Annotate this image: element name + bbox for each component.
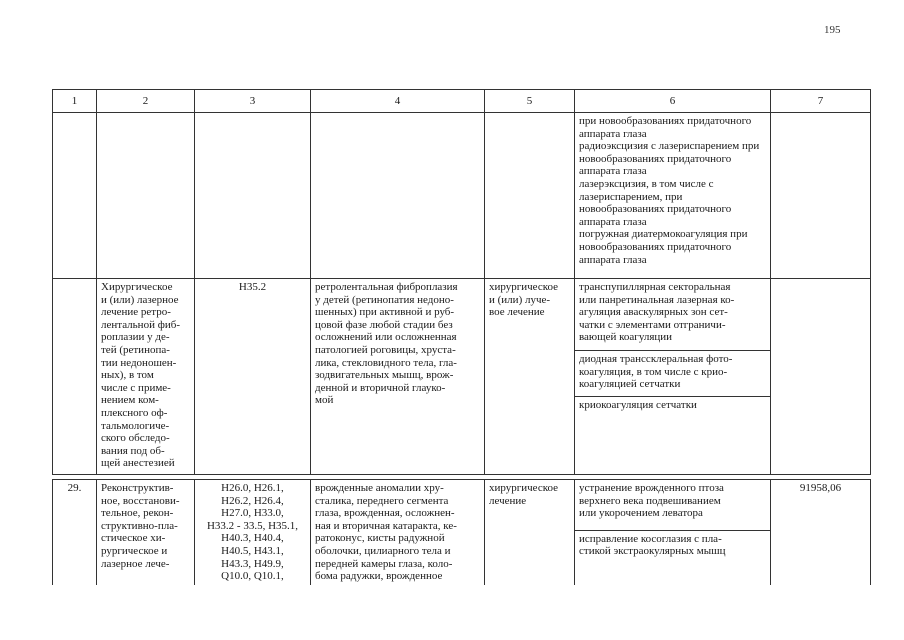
table-row-29 <box>53 480 871 531</box>
cell-name <box>97 113 195 279</box>
cell-number <box>53 113 97 279</box>
cell-number: 29. <box>53 480 97 585</box>
table-row-continuation <box>53 113 871 279</box>
cell-method: устранение врожденного птоза верхнего века подвешиванием или укорочением леватора <box>575 480 771 531</box>
cell-model: врожденные аномалии хру- сталика, переднего сегмента глаза, врожденная, осложнен- ная и вторичная катаракта, ке- ратоконус, кисты радужной оболочки, цилиарного тела и передней камеры глаза, коло- бома радужки, врожденное <box>311 480 485 585</box>
column-number-3: 3 <box>195 90 311 113</box>
cell-model: ретролентальная фиброплазия у детей (ретинопатия недоно- шенных) при активной и руб- цовой фазе любой стадии без осложнений или осложненная патологией роговицы, хруста- лика, стекловидного тела, гла- зодвигательных мышц, врож- денной и вторичной глауко- мой <box>311 279 485 475</box>
column-number-6: 6 <box>575 90 771 113</box>
column-number-2: 2 <box>97 90 195 113</box>
cell-model <box>311 113 485 279</box>
cell-method: исправление косоглазия с пла- стикой экстраокулярных мышц <box>575 530 771 585</box>
cell-method: диодная транссклеральная фото- коагуляция, в том числе с крио- коагуляцией сетчатки <box>575 351 771 397</box>
cell-cost <box>771 279 871 475</box>
cell-method: криокоагуляция сетчатки <box>575 397 771 475</box>
cell-cost <box>771 113 871 279</box>
cell-codes: H26.0, H26.1, H26.2, H26.4, H27.0, H33.0, H33.2 - 33.5, H35.1, H40.3, H40.4, H40.5, H43.1, H43.3, H49.9, Q10.0, Q10.1, <box>195 480 311 585</box>
cell-cost: 91958,06 <box>771 480 871 585</box>
cell-name: Реконструктив- ное, восстанови- тельное, рекон- структивно-пла- стическое хи- рургическое и лазерное лече- <box>97 480 195 585</box>
cell-name: Хирургическое и (или) лазерное лечение ретро- лентальной фиб- роплазии у де- тей (ретинопа- тии недоношен- ных), в том числе с приме- нением ком- плексного оф- тальмологиче- ского обследо- вания под об- щей анестезией <box>97 279 195 475</box>
column-number-7: 7 <box>771 90 871 113</box>
cell-treatment <box>485 113 575 279</box>
column-number-5: 5 <box>485 90 575 113</box>
medical-care-table <box>52 89 871 585</box>
page-number: 195 <box>824 24 841 36</box>
cell-codes: H35.2 <box>195 279 311 475</box>
column-number-1: 1 <box>53 90 97 113</box>
cell-number <box>53 279 97 475</box>
cell-codes <box>195 113 311 279</box>
cell-methods: при новообразованиях придаточного аппарата глаза радиоэксцизия с лазериспарением при новообразованиях придаточного аппарата глаза лазерэксцизия, в том числе с лазериспарением, при новообразованиях придаточного аппарата глаза погружная диатермокоагуляция при новообразованиях придаточного аппарата глаза <box>575 113 771 279</box>
table-row-h35 <box>53 279 871 351</box>
cell-treatment: хирургическое и (или) луче- вое лечение <box>485 279 575 475</box>
cell-method: транспупиллярная секторальная или панретинальная лазерная ко- агуляция аваскулярных зон сет- чатки с элементами отграничи- вающей коагуляции <box>575 279 771 351</box>
cell-treatment: хирургическое лечение <box>485 480 575 585</box>
table-header-row <box>53 90 871 113</box>
column-number-4: 4 <box>311 90 485 113</box>
